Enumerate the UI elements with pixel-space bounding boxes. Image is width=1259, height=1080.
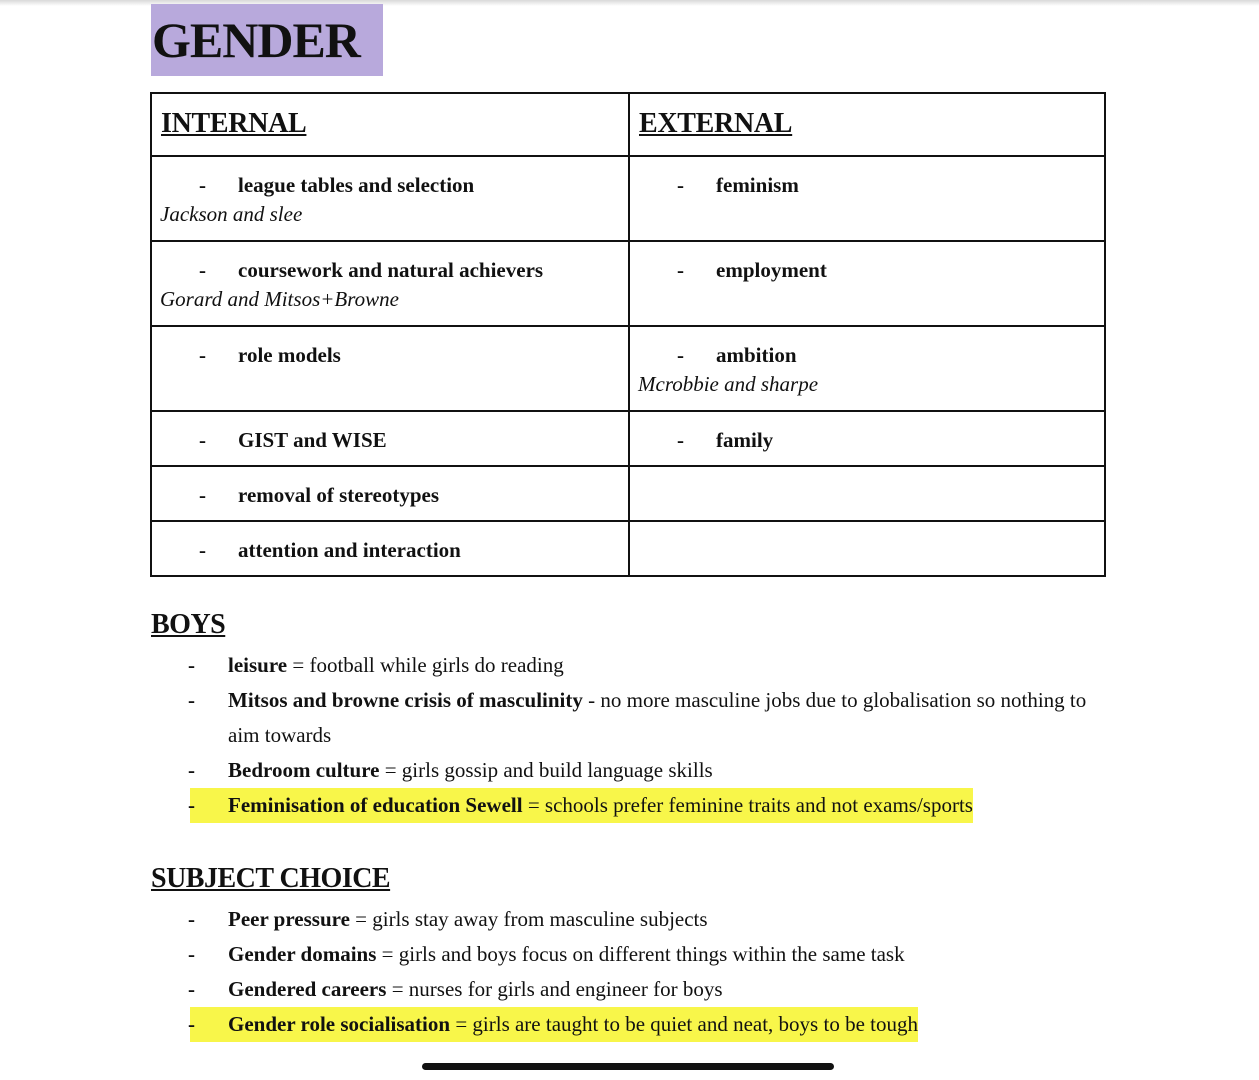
header-external-cell [629,93,1105,156]
list-item-text: - no more masculine jobs due to globalisation so nothing to aim towards [228,688,1087,747]
external-cell-empty [629,521,1105,576]
list-item-term: Gender domains [228,942,377,966]
table-row [151,326,1105,411]
dash: - [199,343,206,367]
external-reference: Mcrobbie and sharpe [638,372,819,396]
table-row [151,411,1105,466]
list-item [150,937,1110,972]
external-cell [629,411,1105,466]
list-item-term: Mitsos and browne crisis of masculinity [228,688,583,712]
subject-choice-heading: SUBJECT CHOICE [151,863,391,894]
page-title: GENDER [151,4,383,76]
list-item-text: = nurses for girls and engineer for boys [386,977,723,1001]
external-item [630,327,1104,368]
dash: - [199,173,206,197]
list-item-term: Feminisation of education Sewell [228,793,523,817]
external-item-text: employment [716,258,827,282]
highlight-mark [190,788,973,823]
internal-item-text: GIST and WISE [238,428,387,452]
internal-item [152,522,628,563]
dash: - [188,653,195,677]
internal-item-text: coursework and natural achievers [238,258,544,282]
external-item [630,157,1104,198]
table-header-row [151,93,1105,156]
internal-cell [151,521,629,576]
internal-cell [151,466,629,521]
dash: - [188,907,195,931]
table-row [151,241,1105,326]
internal-cell [151,156,629,241]
internal-item-text: league tables and selection [238,173,475,197]
header-internal-cell [151,93,629,156]
highlight-mark [190,1007,918,1042]
internal-item [152,327,628,368]
internal-reference: Gorard and Mitsos+Browne [160,287,399,311]
home-indicator-bar[interactable] [422,1063,834,1070]
external-item [630,242,1104,283]
dash: - [188,1012,195,1036]
internal-item-text: attention and interaction [238,538,461,562]
dash: - [188,793,195,817]
list-item [150,683,1110,753]
dash: - [188,758,195,782]
table-row [151,156,1105,241]
boys-list [150,648,1110,823]
dash: - [677,173,684,197]
dash: - [199,538,206,562]
list-item [150,648,1110,683]
dash: - [188,977,195,1001]
external-cell-empty [629,466,1105,521]
header-external: EXTERNAL [639,108,793,139]
list-item [150,902,1110,937]
internal-item-text: role models [238,343,341,367]
dash: - [199,428,206,452]
dash: - [199,258,206,282]
external-cell [629,326,1105,411]
dash: - [188,688,195,712]
header-internal: INTERNAL [161,108,307,139]
internal-reference: Jackson and slee [160,202,303,226]
external-cell [629,156,1105,241]
internal-item [152,157,628,198]
internal-item-text: removal of stereotypes [238,483,439,507]
external-cell [629,241,1105,326]
internal-item [152,242,628,283]
external-item [630,412,1104,453]
external-item-text: feminism [716,173,799,197]
subject-choice-list [150,902,1110,1042]
external-item-text: family [716,428,774,452]
internal-cell [151,411,629,466]
boys-heading: BOYS [151,609,226,640]
list-item [150,972,1110,1007]
dash: - [188,942,195,966]
list-item-term: leisure [228,653,288,677]
table-row [151,521,1105,576]
internal-item [152,467,628,508]
list-item [150,753,1110,788]
factors-table [150,92,1106,577]
list-item-term: Gender role socialisation [228,1012,451,1036]
list-item-term: Gendered careers [228,977,387,1001]
list-item-highlighted [150,1007,1110,1042]
list-item-text: = schools prefer feminine traits and not exams/sports [522,793,973,817]
list-item-highlighted [150,788,1110,823]
dash: - [677,428,684,452]
list-item-text: = girls are taught to be quiet and neat, boys to be tough [450,1012,918,1036]
list-item-term: Peer pressure [228,907,350,931]
list-item-text: = girls gossip and build language skills [379,758,713,782]
table-row [151,466,1105,521]
internal-cell [151,241,629,326]
list-item-text: = girls and boys focus on different things within the same task [376,942,905,966]
list-item-text: = football while girls do reading [287,653,564,677]
list-item-text: = girls stay away from masculine subjects [349,907,708,931]
list-item-term: Bedroom culture [228,758,380,782]
external-item-text: ambition [716,343,797,367]
internal-item [152,412,628,453]
dash: - [199,483,206,507]
dash: - [677,343,684,367]
dash: - [677,258,684,282]
internal-cell [151,326,629,411]
